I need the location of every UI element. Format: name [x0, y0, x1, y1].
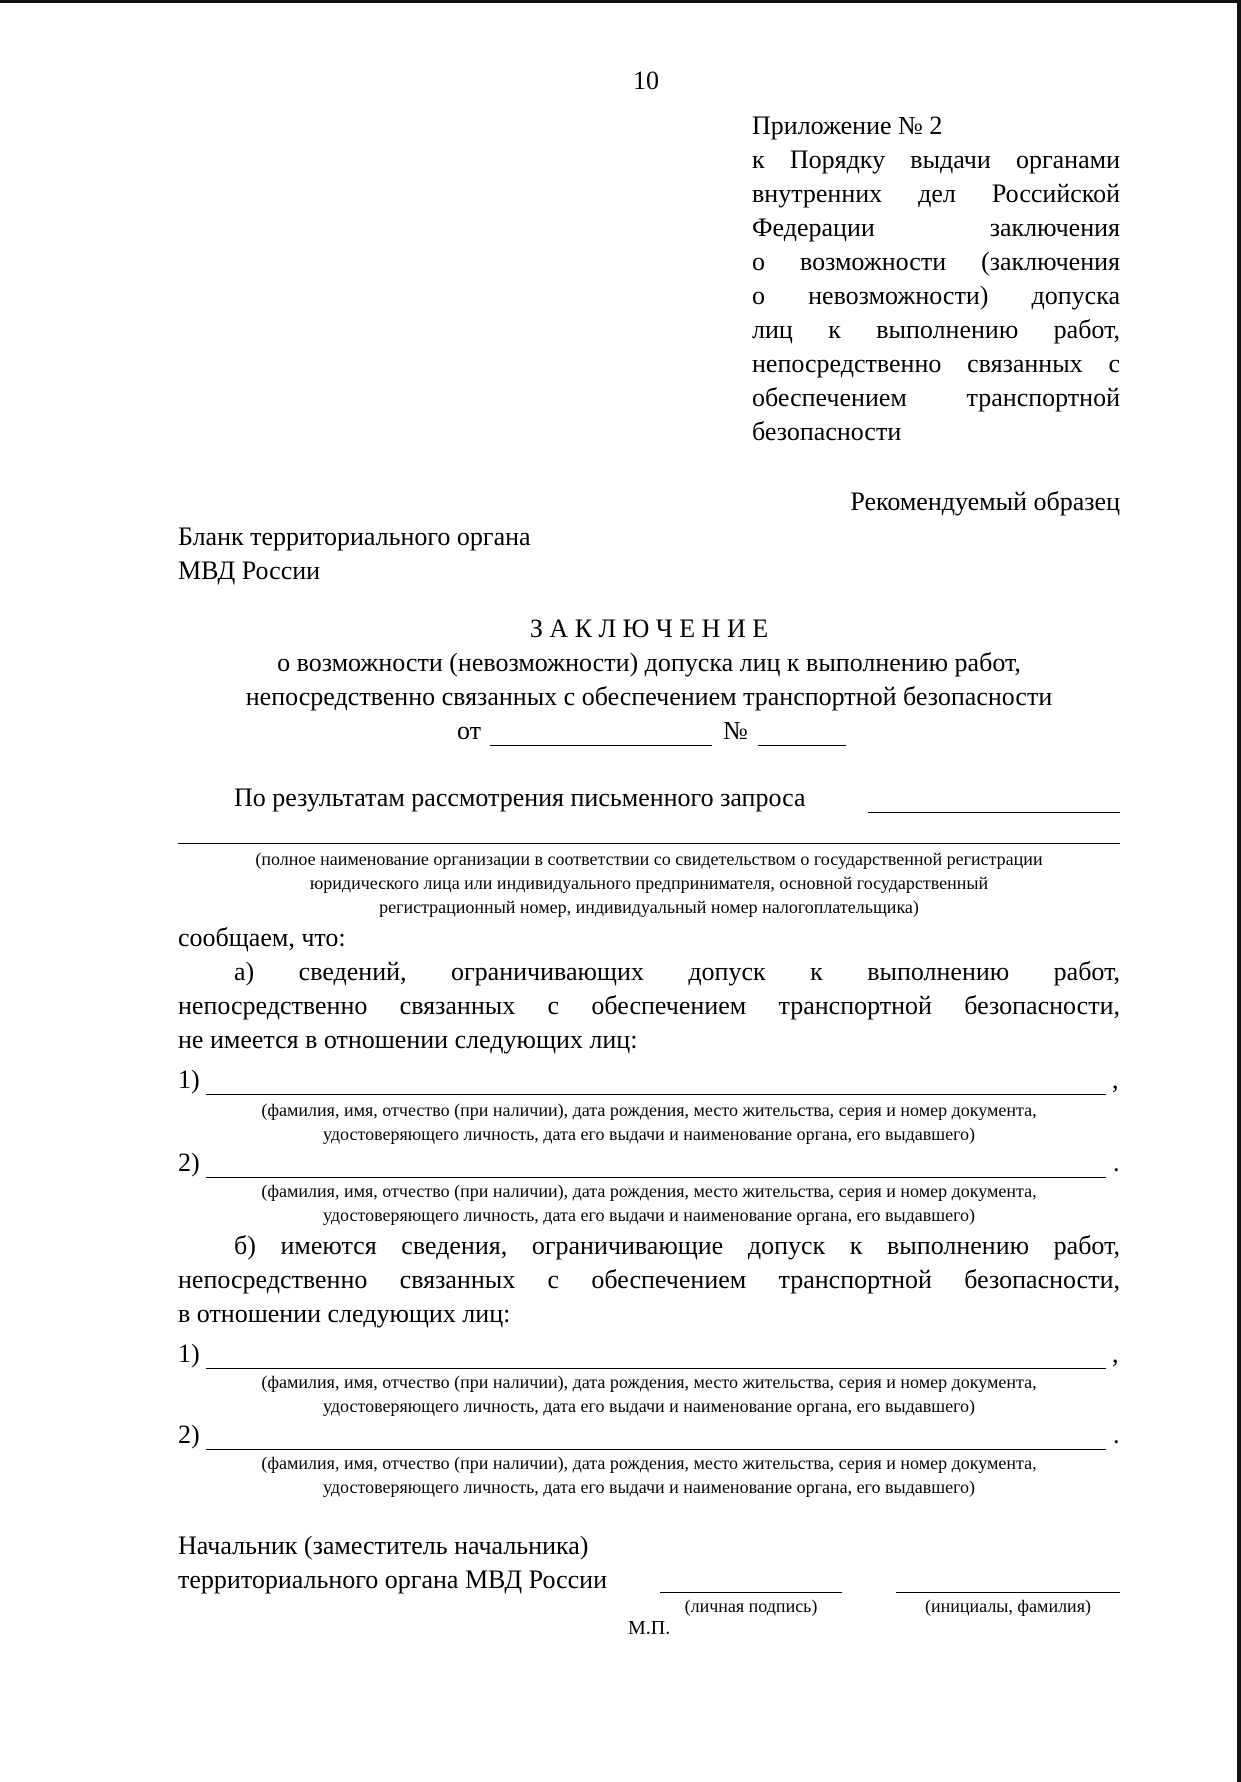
appendix-line-3: Федерации заключения: [752, 213, 1120, 242]
request-field-line: [868, 812, 1120, 813]
section-b-line-3: в отношении следующих лиц:: [178, 1299, 511, 1328]
appendix-line-9: безопасности: [752, 417, 902, 446]
document-subtitle-1: о возможности (невозможности) допуска лиц к выполнению работ,: [277, 648, 1021, 677]
document-title: З А К Л Ю Ч Е Н И Е: [529, 614, 769, 643]
signatory-line-2: территориального органа МВД России: [178, 1565, 608, 1594]
section-b-item-1-comma: ,: [1112, 1339, 1119, 1368]
organization-note-1: (полное наименование организации в соответствии со свидетельством о государственной регистрации: [255, 849, 1043, 869]
appendix-title: Приложение № 2: [752, 111, 943, 140]
signatory-line-1: Начальник (заместитель начальника): [178, 1531, 589, 1560]
signature-label: (личная подпись): [684, 1596, 818, 1616]
number-label: №: [723, 716, 748, 745]
organization-note-3: регистрационный номер, индивидуальный номер налогоплательщика): [379, 897, 919, 917]
section-a-item-1-note-2: удостоверяющего личность, дата его выдачи и наименование органа, его выдавшего): [322, 1124, 976, 1144]
blank-line-1: Бланк территориального органа: [178, 522, 531, 551]
section-b-item-2-number: 2): [178, 1420, 200, 1449]
section-a-item-2-note-2: удостоверяющего личность, дата его выдачи и наименование органа, его выдавшего): [322, 1205, 976, 1225]
request-text: По результатам рассмотрения письменного запроса: [234, 783, 806, 812]
inform-text: сообщаем, что:: [178, 923, 346, 952]
recommended-sample: Рекомендуемый образец: [850, 487, 1120, 516]
appendix-line-2: внутренних дел Российской: [752, 179, 1120, 208]
section-b-item-2-note-1: (фамилия, имя, отчество (при наличии), дата рождения, место жительства, серия и номер документа,: [261, 1453, 1037, 1473]
appendix-line-8: обеспечением транспортной: [752, 383, 1120, 412]
section-a-item-1-comma: ,: [1112, 1065, 1119, 1094]
section-a-item-2-note-1: (фамилия, имя, отчество (при наличии), дата рождения, место жительства, серия и номер документа,: [261, 1181, 1037, 1201]
section-b-item-1-note-1: (фамилия, имя, отчество (при наличии), дата рождения, место жительства, серия и номер документа,: [261, 1372, 1037, 1392]
appendix-line-7: непосредственно связанных с: [752, 349, 1120, 378]
appendix-line-4: о возможности (заключения: [752, 247, 1120, 276]
name-label: (инициалы, фамилия): [925, 1596, 1091, 1616]
appendix-line-5: о невозможности) допуска: [752, 281, 1120, 310]
section-b-item-2-line: [206, 1449, 1106, 1450]
appendix-line-6: лиц к выполнению работ,: [752, 315, 1120, 344]
section-b-item-2-note-2: удостоверяющего личность, дата его выдачи и наименование органа, его выдавшего): [322, 1477, 976, 1497]
blank-line-2: МВД России: [178, 556, 321, 585]
section-a-item-2-line: [206, 1177, 1106, 1178]
section-a-item-2-number: 2): [178, 1148, 200, 1177]
section-a-item-1-number: 1): [178, 1065, 200, 1094]
section-b-item-1-line: [206, 1368, 1106, 1369]
section-b-line-2: непосредственно связанных с обеспечением транспортной безопасности,: [178, 1265, 1120, 1294]
organization-field-line: [178, 843, 1120, 844]
section-b-line-1: б) имеются сведения, ограничивающие допуск к выполнению работ,: [234, 1231, 1120, 1260]
page-number: 10: [633, 66, 659, 95]
organization-note-2: юридического лица или индивидуального предпринимателя, основной государственный: [309, 873, 989, 893]
section-a-item-1-line: [206, 1094, 1106, 1095]
document-subtitle-2: непосредственно связанных с обеспечением транспортной безопасности: [245, 682, 1053, 711]
section-a-item-1-note-1: (фамилия, имя, отчество (при наличии), дата рождения, место жительства, серия и номер документа,: [261, 1100, 1037, 1120]
section-a-line-3: не имеется в отношении следующих лиц:: [178, 1025, 638, 1054]
section-a-line-1: а) сведений, ограничивающих допуск к выполнению работ,: [234, 957, 1120, 986]
date-field-line: [490, 745, 712, 746]
signature-field-line: [660, 1592, 842, 1593]
stamp-place-label: М.П.: [628, 1617, 671, 1639]
number-field-line: [758, 745, 846, 746]
appendix-line-1: к Порядку выдачи органами: [752, 145, 1120, 174]
section-b-item-2-period: .: [1113, 1420, 1120, 1449]
section-a-line-2: непосредственно связанных с обеспечением транспортной безопасности,: [178, 991, 1120, 1020]
section-b-item-1-note-2: удостоверяющего личность, дата его выдачи и наименование органа, его выдавшего): [322, 1396, 976, 1416]
section-b-item-1-number: 1): [178, 1339, 200, 1368]
section-a-item-2-period: .: [1113, 1148, 1120, 1177]
date-label: от: [457, 716, 482, 745]
scan-border-top: [0, 0, 1241, 3]
scan-border-right: [1237, 0, 1241, 1782]
name-field-line: [896, 1592, 1120, 1593]
